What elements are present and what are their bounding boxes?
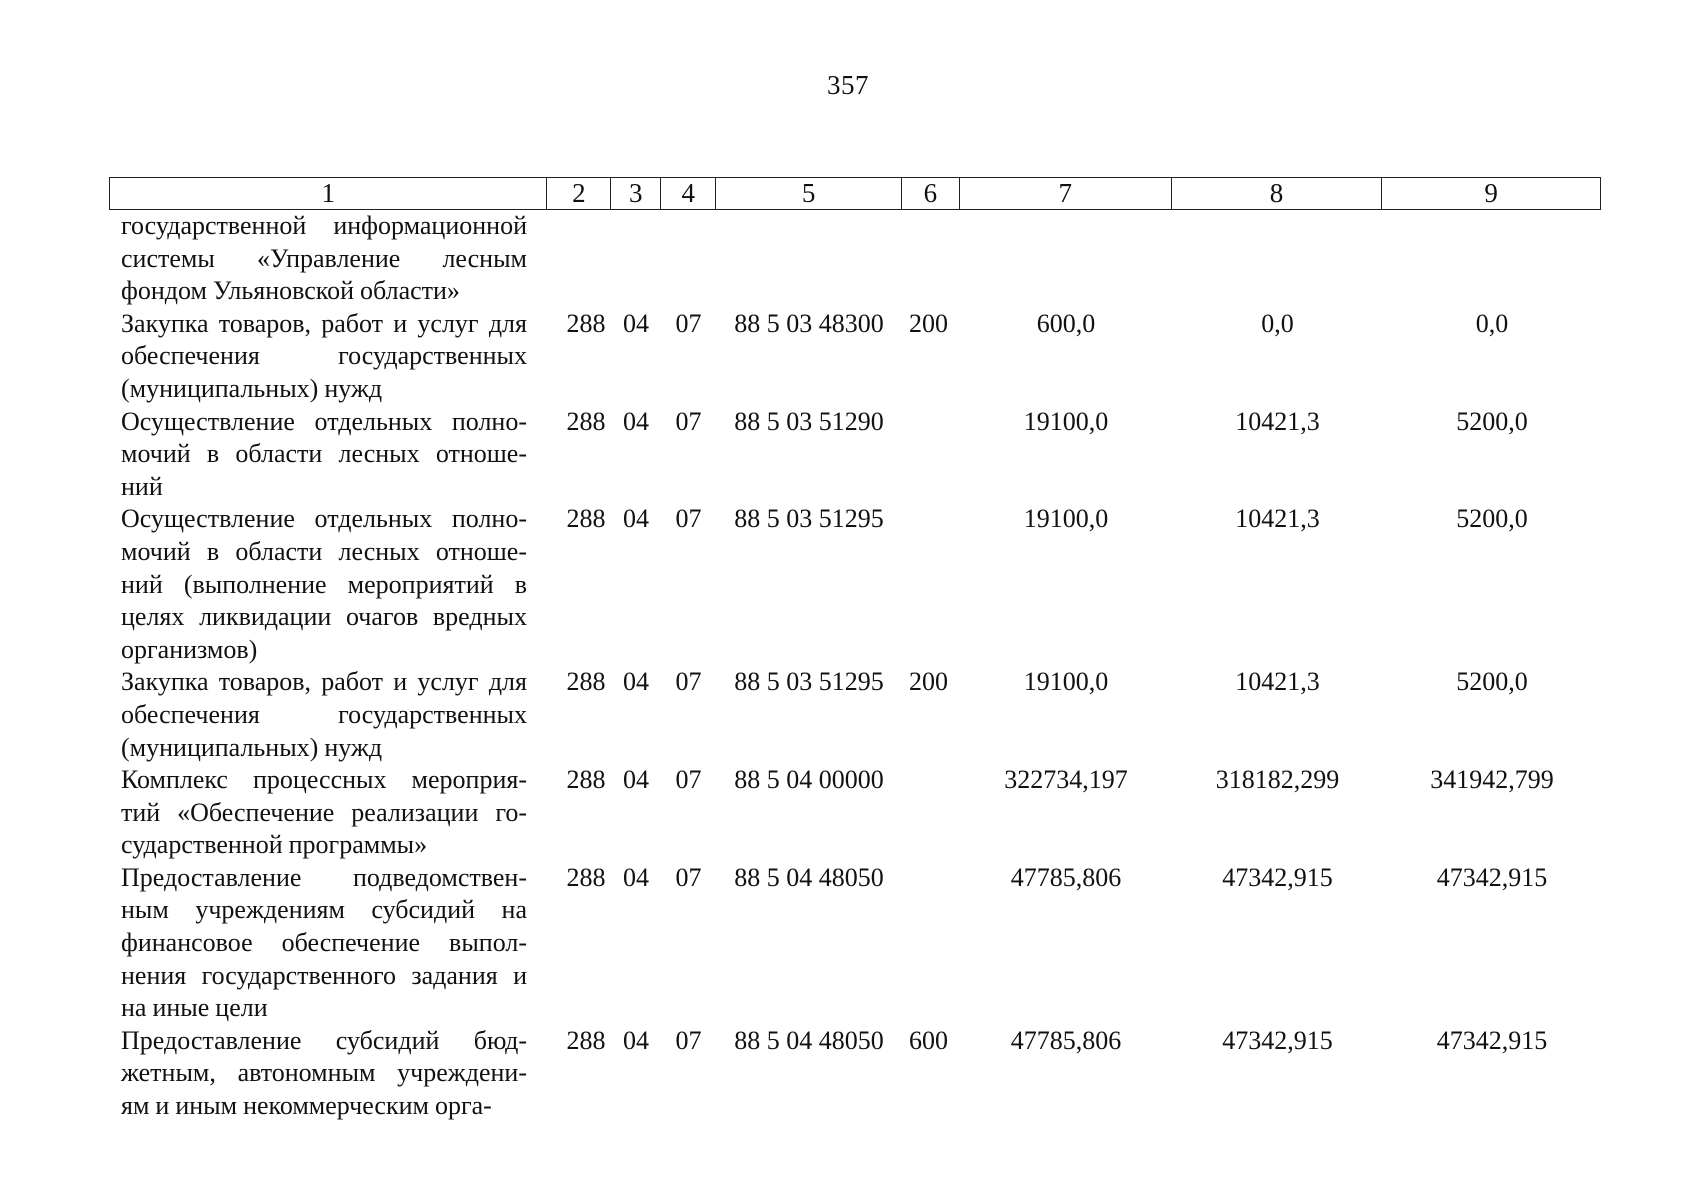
subsection-code: 07	[675, 308, 702, 338]
expense-type-code: 200	[909, 308, 948, 338]
column-header-9: 9	[1484, 178, 1498, 208]
amount-year-2: 10421,3	[1235, 406, 1320, 436]
amount-year-2: 10421,3	[1235, 667, 1320, 697]
page-number: 357	[827, 70, 869, 100]
table-row	[109, 666, 1601, 764]
amount-year-3: 47342,915	[1436, 862, 1548, 892]
description-line: ным учреждениям субсидий на	[121, 895, 527, 925]
ministry-code: 288	[566, 765, 606, 795]
column-header-1: 1	[110, 178, 547, 209]
description-line: обеспечения государственных	[121, 341, 527, 371]
section-code: 04	[623, 667, 649, 697]
table-row	[109, 406, 1601, 504]
target-article-code: 88 5 04 48050	[734, 862, 884, 892]
section-code: 04	[623, 862, 649, 892]
description-line: Закупка товаров, работ и услуг для	[121, 667, 527, 697]
subsection-code: 07	[675, 862, 702, 892]
target-article-code: 88 5 03 51295	[734, 504, 884, 534]
description-line: ям и иным некоммерческим орга-	[121, 1091, 492, 1121]
column-header-5: 5	[716, 178, 902, 209]
amount-year-3: 0,0	[1475, 308, 1509, 338]
ministry-code: 288	[566, 406, 606, 436]
ministry-code: 288	[566, 504, 606, 534]
column-header-2: 2	[547, 178, 611, 209]
amount-year-2: 47342,915	[1222, 1025, 1333, 1055]
column-header-7: 7	[960, 178, 1172, 209]
row-description	[109, 503, 547, 666]
amount-year-2: 0,0	[1261, 308, 1294, 338]
description-line: обеспечения государственных	[121, 699, 527, 729]
table-row	[109, 503, 1601, 666]
row-description	[109, 764, 547, 862]
target-article-code: 88 5 03 51290	[734, 406, 884, 436]
amount-year-2: 318182,299	[1215, 765, 1340, 795]
amount-year-2: 10421,3	[1235, 504, 1320, 534]
table-row	[109, 764, 1601, 862]
section-code: 04	[623, 1025, 649, 1055]
description-line: жетным, автономным учреждени-	[121, 1058, 527, 1088]
table-row	[109, 210, 1601, 308]
column-header-3: 3	[611, 178, 661, 209]
amount-year-1: 47785,806	[1010, 1025, 1122, 1055]
description-line: ний	[121, 471, 163, 501]
description-line: (муниципальных) нужд	[121, 373, 383, 403]
ministry-code: 288	[566, 667, 606, 697]
section-code: 04	[623, 504, 649, 534]
expense-type-code: 200	[909, 667, 948, 697]
description-line: целях ликвидации очагов вредных	[121, 602, 527, 632]
amount-year-1: 19100,0	[1023, 667, 1109, 697]
target-article-code: 88 5 03 51295	[734, 667, 884, 697]
section-code: 04	[623, 765, 649, 795]
target-article-code: 88 5 04 48050	[734, 1025, 884, 1055]
subsection-code: 07	[675, 504, 702, 534]
column-header-8: 8	[1172, 178, 1383, 209]
description-line: Закупка товаров, работ и услуг для	[121, 308, 527, 338]
description-line: Осуществление отдельных полно-	[121, 504, 527, 534]
description-line: финансовое обеспечение выпол-	[121, 928, 527, 958]
subsection-code: 07	[675, 765, 702, 795]
amount-year-3: 5200,0	[1456, 667, 1528, 697]
description-line: Предоставление субсидий бюд-	[121, 1025, 527, 1055]
description-line: Осуществление отдельных полно-	[121, 406, 527, 436]
description-line: мочий в области лесных отноше-	[121, 439, 527, 469]
description-line: тий «Обеспечение реализации го-	[121, 797, 527, 827]
description-line: ний (выполнение мероприятий в	[121, 569, 527, 599]
description-line: организмов)	[121, 634, 258, 664]
row-description	[109, 406, 547, 504]
description-line: фондом Ульяновской области»	[121, 276, 460, 306]
amount-year-3: 341942,799	[1430, 765, 1554, 795]
subsection-code: 07	[675, 667, 702, 697]
amount-year-3: 47342,915	[1436, 1025, 1548, 1055]
description-line: мочий в области лесных отноше-	[121, 536, 527, 566]
row-description	[109, 1025, 547, 1123]
table-row	[109, 862, 1601, 1025]
description-line: на иные цели	[121, 993, 268, 1023]
description-line: Комплекс процессных мероприя-	[121, 765, 527, 795]
row-description	[109, 210, 547, 308]
row-description	[109, 666, 547, 764]
ministry-code: 288	[566, 1025, 606, 1055]
amount-year-2: 47342,915	[1222, 862, 1333, 892]
ministry-code: 288	[566, 862, 606, 892]
row-description	[109, 862, 547, 1025]
table-row	[109, 308, 1601, 406]
column-header-6: 6	[902, 178, 960, 209]
description-line: (муниципальных) нужд	[121, 732, 383, 762]
amount-year-3: 5200,0	[1456, 406, 1528, 436]
description-line: сударственной программы»	[121, 830, 428, 860]
ministry-code: 288	[566, 308, 606, 338]
amount-year-1: 19100,0	[1023, 504, 1109, 534]
table-body	[109, 210, 1601, 1123]
subsection-code: 07	[675, 1025, 702, 1055]
amount-year-1: 47785,806	[1010, 862, 1122, 892]
table-header-row	[109, 177, 1601, 210]
description-line: системы «Управление лесным	[121, 243, 527, 273]
column-header-4: 4	[661, 178, 716, 209]
description-line: Предоставление подведомствен-	[121, 862, 527, 892]
description-line: нения государственного задания и	[121, 960, 527, 990]
subsection-code: 07	[675, 406, 702, 436]
description-line: государственной информационной	[121, 211, 527, 240]
section-code: 04	[623, 406, 649, 436]
row-description	[109, 308, 547, 406]
table-row	[109, 1025, 1601, 1123]
section-code: 04	[623, 308, 649, 338]
target-article-code: 88 5 03 48300	[734, 308, 884, 338]
amount-year-1: 600,0	[1036, 308, 1096, 338]
target-article-code: 88 5 04 00000	[734, 765, 884, 795]
expense-type-code: 600	[909, 1025, 948, 1055]
budget-table	[109, 177, 1601, 1123]
amount-year-1: 19100,0	[1023, 406, 1109, 436]
amount-year-1: 322734,197	[1004, 765, 1128, 795]
amount-year-3: 5200,0	[1456, 504, 1528, 534]
